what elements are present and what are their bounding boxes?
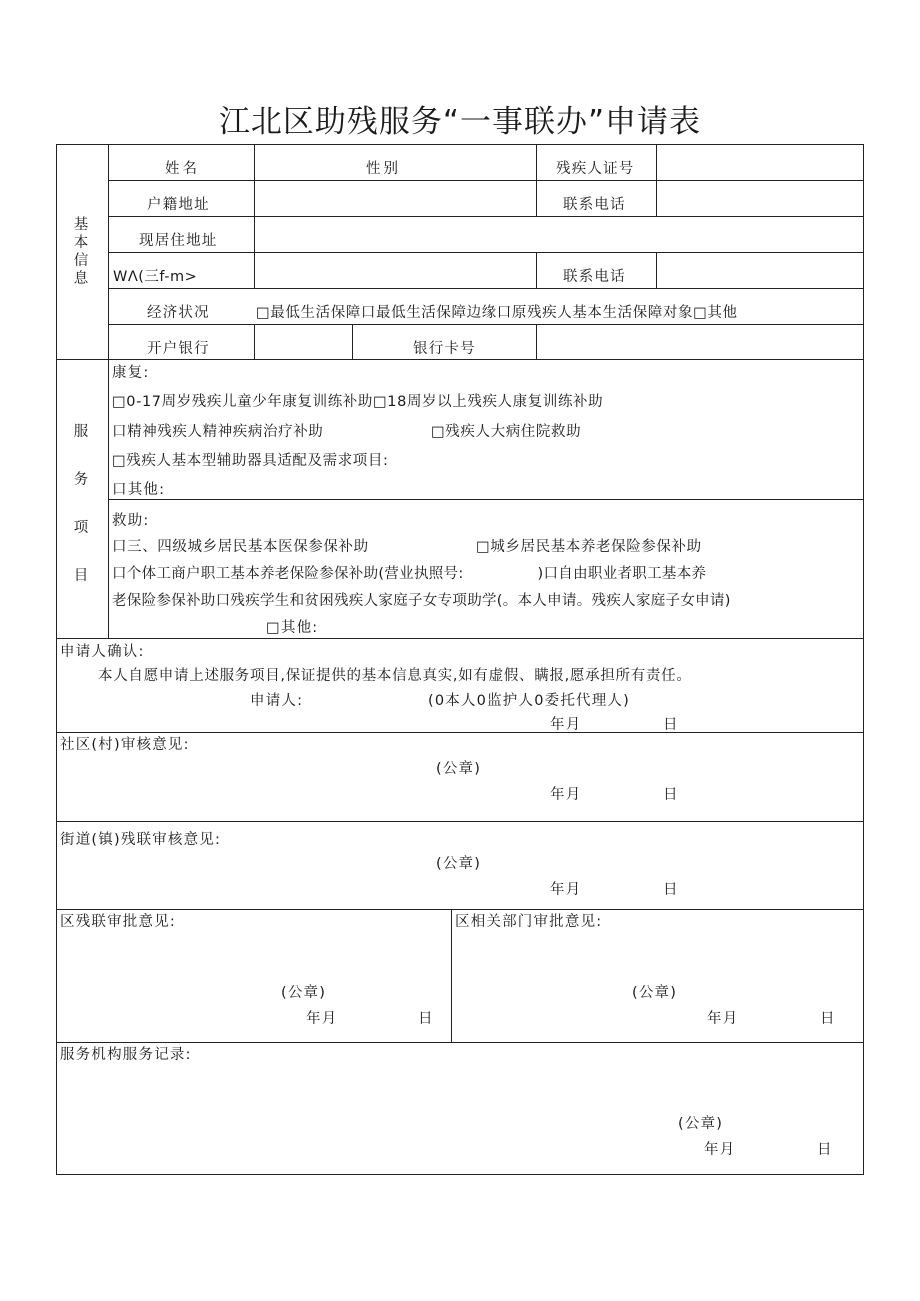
district-federation-date-d: 日 <box>418 1011 434 1027</box>
guardian-label: WΛ(三f-m> <box>113 269 198 285</box>
district-department-heading: 区相关部门审批意见: <box>455 914 603 930</box>
phone-label-1: 联系电话 <box>563 197 626 213</box>
current-address-label: 现居住地址 <box>139 233 218 249</box>
rehab-option-line1[interactable]: □0-17周岁残疾儿童少年康复训练补助□18周岁以上残疾人康复训练补助 <box>112 394 604 410</box>
community-heading: 社区(村)审核意见: <box>60 737 190 753</box>
street-seal: (公章) <box>436 856 482 872</box>
phone-label-2: 联系电话 <box>563 269 626 285</box>
aid-option-pension[interactable]: □城乡居民基本养老保险参保补助 <box>476 539 702 555</box>
aid-option-business-pension[interactable]: 口个体工商户职工基本养老保险参保补助(营业执照号: )口自由职业者职工基本养 <box>112 566 707 582</box>
services-section-label: 服务项目 <box>73 424 89 584</box>
street-heading: 街道(镇)残联审核意见: <box>60 832 222 848</box>
community-date-ym: 年月 <box>550 787 582 803</box>
applicant-date-ym: 年月 <box>550 717 582 733</box>
district-federation-date-ym: 年月 <box>306 1011 338 1027</box>
service-record-date-d: 日 <box>817 1142 833 1158</box>
bank-card-label: 银行卡号 <box>413 341 476 357</box>
bank-label: 开户银行 <box>147 341 210 357</box>
aid-option-other[interactable]: □其他: <box>266 620 319 636</box>
economic-options[interactable]: □最低生活保障口最低生活保障边缘口原残疾人基本生活保障对象□其他 <box>256 305 738 321</box>
aid-option-medical[interactable]: 口三、四级城乡居民基本医保参保补助 <box>112 539 369 555</box>
disability-cert-label: 残疾人证号 <box>556 161 635 177</box>
community-date-d: 日 <box>663 787 679 803</box>
service-record-seal: (公章) <box>678 1116 724 1132</box>
district-department-date-ym: 年月 <box>707 1011 739 1027</box>
street-date-d: 日 <box>663 882 679 898</box>
applicant-signer-label: 申请人: <box>250 693 304 709</box>
page-title: 江北区助残服务“一事联办”申请表 <box>218 104 702 140</box>
district-federation-heading: 区残联审批意见: <box>60 914 176 930</box>
applicant-statement: 本人自愿申请上述服务项目,保证提供的基本信息真实,如有虚假、瞒报,愿承担所有责任。 <box>98 668 692 684</box>
gender-label: 性别 <box>366 161 401 177</box>
rehab-option-psychiatric[interactable]: 口精神残疾人精神疾病治疗补助 <box>112 424 324 440</box>
household-address-label: 户籍地址 <box>147 197 210 213</box>
district-federation-seal: (公章) <box>281 985 327 1001</box>
basic-info-section-label: 基本信息 <box>73 217 89 287</box>
street-date-ym: 年月 <box>550 882 582 898</box>
applicant-heading: 申请人确认: <box>60 644 145 660</box>
name-label: 姓名 <box>165 161 200 177</box>
rehab-option-assistive[interactable]: □残疾人基本型辅助器具适配及需求项目: <box>112 453 389 469</box>
aid-option-education[interactable]: 老保险参保补助口残疾学生和贫困残疾人家庭子女专项助学(。本人申请。残疾人家庭子女申请) <box>112 593 731 609</box>
district-department-seal: (公章) <box>632 985 678 1001</box>
economic-status-label: 经济状况 <box>147 305 210 321</box>
service-record-date-ym: 年月 <box>704 1142 736 1158</box>
district-department-date-d: 日 <box>820 1011 836 1027</box>
aid-heading: 救助: <box>112 513 150 529</box>
community-seal: (公章) <box>436 761 482 777</box>
service-record-heading: 服务机构服务记录: <box>60 1047 192 1063</box>
applicant-signer-options[interactable]: (0本人0监护人0委托代理人) <box>428 693 630 709</box>
rehab-option-other[interactable]: 口其他: <box>112 482 166 498</box>
rehab-option-hospital[interactable]: □残疾人大病住院救助 <box>431 424 582 440</box>
rehab-heading: 康复: <box>112 365 150 381</box>
applicant-date-d: 日 <box>663 717 679 733</box>
